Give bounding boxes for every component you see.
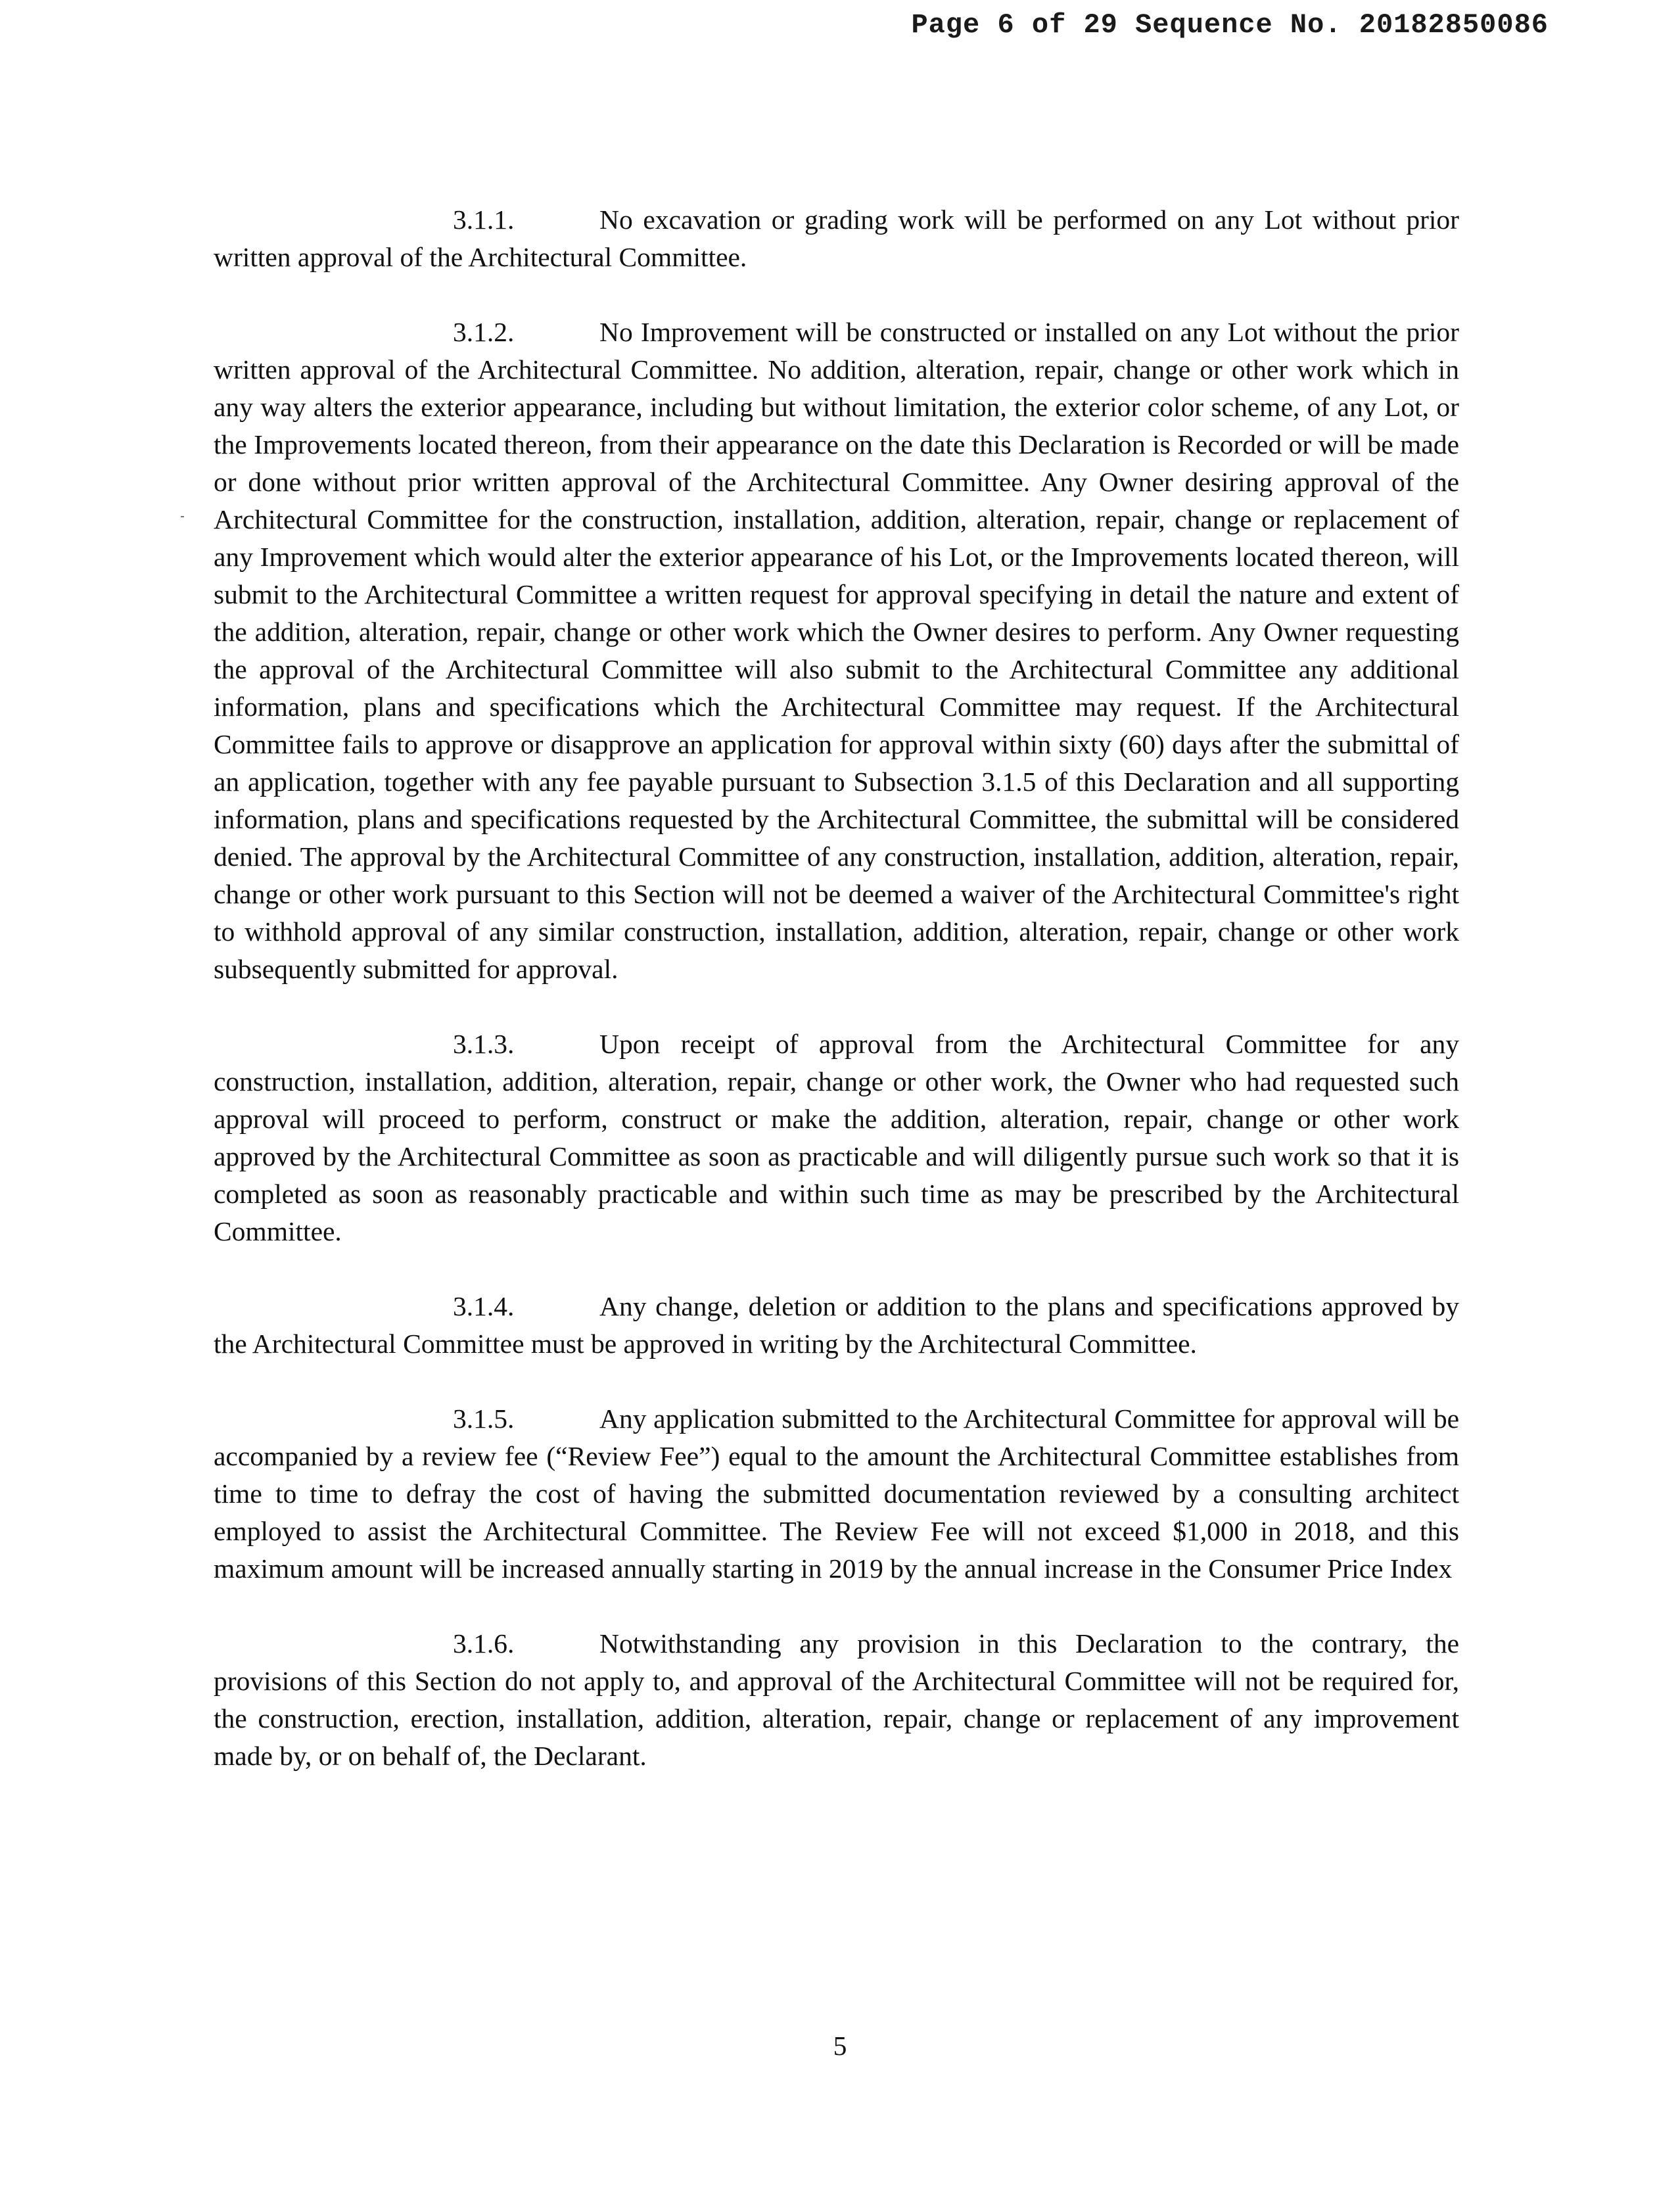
section-number: 3.1.6. xyxy=(453,1628,515,1659)
section-text: Upon receipt of approval from the Architectural Committee for any construction, installation, addition, alteration, repair, change or other work, the Owner who had requested such approval will proceed to perform, construct or make the addition, alteration, repair, change or other work approved by the Architectural Committee as soon as practicable and will diligently pursue such work so that it is completed as soon as reasonably practicable and within such time as may be prescribed by the Architectural Committee. xyxy=(214,1029,1459,1246)
page-sequence-header: Page 6 of 29 Sequence No. 20182850086 xyxy=(911,9,1549,41)
section-3-1-3 xyxy=(214,1025,1459,1250)
section-text: Any application submitted to the Architectural Committee for approval will be accompanied by a review fee (“Review Fee”) equal to the amount the Architectural Committee establishes from time to time to defray the cost of having the submitted documentation reviewed by a consulting architect employed to assist the Architectural Committee. The Review Fee will not exceed $1,000 in 2018, and this maximum amount will be increased annually starting in 2019 by the annual increase in the Consumer Price Index xyxy=(214,1403,1459,1584)
section-3-1-4 xyxy=(214,1288,1459,1363)
section-3-1-2 xyxy=(214,314,1459,988)
section-text: Any change, deletion or addition to the plans and specifications approved by the Architectural Committee must be approved in writing by the Architectural Committee. xyxy=(214,1291,1459,1359)
section-number: 3.1.4. xyxy=(453,1291,515,1321)
section-3-1-5 xyxy=(214,1400,1459,1588)
section-number: 3.1.3. xyxy=(453,1029,515,1059)
section-text: Notwithstanding any provision in this Declaration to the contrary, the provisions of this Section do not apply to, and approval of the Architectural Committee will not be required for, the construction, erection, installation, addition, alteration, repair, change or replacement of any improvement made by, or on behalf of, the Declarant. xyxy=(214,1628,1459,1771)
section-3-1-6 xyxy=(214,1625,1459,1775)
page-number: 5 xyxy=(833,2031,847,2061)
section-text: No Improvement will be constructed or installed on any Lot without the prior written approval of the Architectural Committee. No addition, alteration, repair, change or other work which in any way alters the exterior appearance, including but without limitation, the exterior color scheme, of any Lot, or the Improvements located thereon, from their appearance on the date this Declaration is Recorded or will be made or done without prior written approval of the Architectural Committee. Any Owner desiring approval of the Architectural Committee for the construction, installation, addition, alteration, repair, change or replacement of any Improvement which would alter the exterior appearance of his Lot, or the Improvements located thereon, will submit to the Architectural Committee a written request for approval specifying in detail the nature and extent of the addition, alteration, repair, change or other work which the Owner desires to perform. Any Owner requesting the approval of the Architectural Committee will also submit to the Architectural Committee any additional information, plans and specifications which the Architectural Committee may request. If the Architectural Committee fails to approve or disapprove an application for approval within sixty (60) days after the submittal of an application, together with any fee payable pursuant to Subsection 3.1.5 of this Declaration and all supporting information, plans and specifications requested by the Architectural Committee, the submittal will be considered denied. The approval by the Architectural Committee of any construction, installation, addition, alteration, repair, change or other work pursuant to this Section will not be deemed a waiver of the Architectural Committee's right to withhold approval of any similar construction, installation, addition, alteration, repair, change or other work subsequently submitted for approval. xyxy=(214,317,1459,984)
section-text: No excavation or grading work will be performed on any Lot without prior written approval of the Architectural Committee. xyxy=(214,204,1459,272)
section-number: 3.1.2. xyxy=(453,317,515,347)
section-number: 3.1.1. xyxy=(453,204,515,235)
section-3-1-1 xyxy=(214,201,1459,276)
section-number: 3.1.5. xyxy=(453,1403,515,1434)
scan-speck xyxy=(181,516,184,517)
document-body xyxy=(214,201,1459,1812)
